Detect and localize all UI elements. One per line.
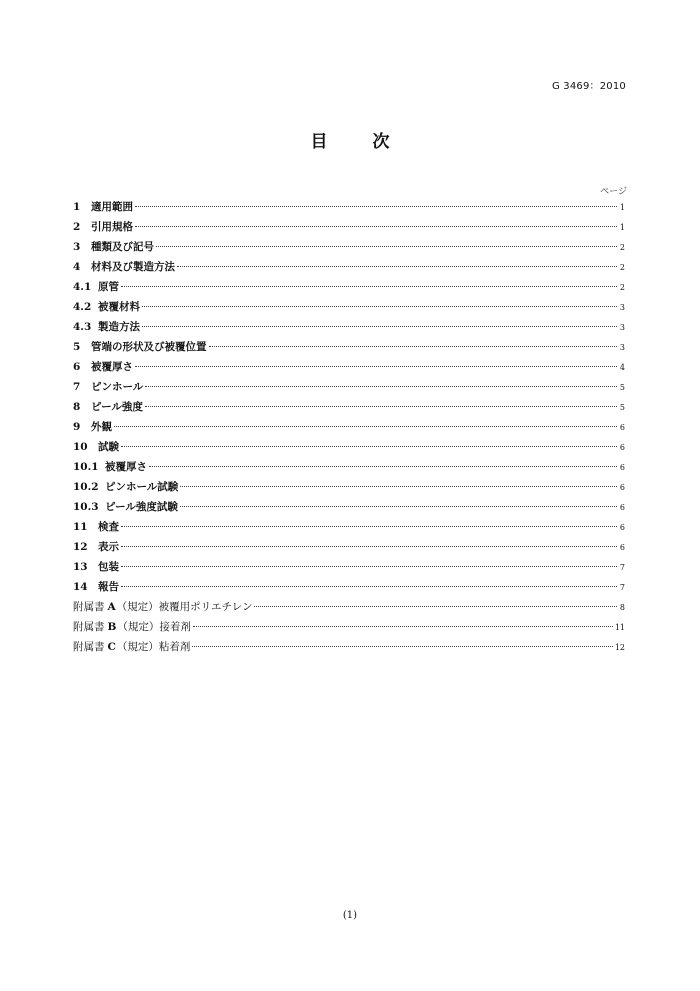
- toc-entry-title: 報告: [98, 581, 119, 593]
- toc-entry-page: 6: [619, 443, 625, 452]
- toc-leader-dots: [209, 346, 618, 347]
- toc-leader-dots: [149, 466, 617, 467]
- toc-entry-number: 8: [73, 401, 81, 413]
- toc-entry-title: 外観: [91, 421, 112, 433]
- toc-entry-page: 6: [619, 543, 625, 552]
- toc-entry[interactable]: [73, 519, 625, 539]
- toc-leader-dots: [135, 206, 617, 207]
- toc-entry-number: 7: [73, 381, 81, 393]
- toc-leader-dots: [145, 406, 617, 407]
- toc-entry-page: 5: [619, 383, 625, 392]
- toc-leader-dots: [254, 606, 617, 607]
- toc-entry-page: 2: [619, 283, 625, 292]
- toc-entry[interactable]: [73, 479, 625, 499]
- toc-leader-dots: [180, 506, 617, 507]
- annex-letter: C: [107, 641, 116, 653]
- toc-leader-dots: [142, 306, 617, 307]
- toc-leader-dots: [145, 386, 617, 387]
- toc-entry-page: 5: [619, 403, 625, 412]
- toc-entry-title: 被覆材料: [98, 301, 140, 313]
- toc-entry-title: 表示: [98, 541, 119, 553]
- toc-entry-number: 4.1: [73, 281, 92, 293]
- toc-entry[interactable]: [73, 579, 625, 599]
- toc-entry[interactable]: [73, 219, 625, 239]
- toc-entry-page: 3: [619, 323, 625, 332]
- toc-leader-dots: [193, 626, 613, 627]
- toc-entry-page: 2: [619, 243, 625, 252]
- toc-entry-title: 試験: [98, 441, 119, 453]
- toc-entry[interactable]: [73, 199, 625, 219]
- annex-prefix: 附属書: [73, 641, 105, 653]
- table-of-contents: [73, 199, 625, 659]
- toc-leader-dots: [121, 586, 617, 587]
- toc-leader-dots: [177, 266, 617, 267]
- toc-entry-title: 材料及び製造方法: [91, 261, 175, 273]
- toc-leader-dots: [180, 486, 617, 487]
- toc-entry[interactable]: [73, 459, 625, 479]
- toc-entry-page: 6: [619, 463, 625, 472]
- toc-entry-title: 包装: [98, 561, 119, 573]
- toc-entry-page: 4: [619, 363, 625, 372]
- toc-entry-title: 引用規格: [91, 221, 133, 233]
- toc-entry[interactable]: [73, 439, 625, 459]
- toc-leader-dots: [142, 326, 617, 327]
- toc-entry-number: 10: [73, 441, 88, 453]
- toc-entry-title: 適用範囲: [91, 201, 133, 213]
- annex-title: （規定）粘着剤: [116, 641, 191, 653]
- toc-entry[interactable]: [73, 339, 625, 359]
- toc-entry-number: 4: [73, 261, 81, 273]
- toc-entry-title: 製造方法: [98, 321, 140, 333]
- toc-leader-dots: [114, 426, 617, 427]
- toc-leader-dots: [135, 366, 617, 367]
- toc-entry-page: 7: [619, 583, 625, 592]
- toc-entry-number: 5: [73, 341, 81, 353]
- annex-prefix: 附属書: [73, 601, 105, 613]
- annex-prefix: 附属書: [73, 621, 105, 633]
- toc-leader-dots: [121, 446, 617, 447]
- toc-entry-title: ピンホール: [91, 381, 144, 393]
- toc-entry-page: 7: [619, 563, 625, 572]
- toc-leader-dots: [135, 226, 617, 227]
- annex-letter: B: [107, 621, 117, 633]
- toc-leader-dots: [156, 246, 617, 247]
- annex-title: （規定）被覆用ポリエチレン: [116, 601, 253, 613]
- toc-leader-dots: [121, 566, 617, 567]
- toc-entry-number: 12: [73, 541, 88, 553]
- toc-entry[interactable]: [73, 299, 625, 319]
- toc-entry-number: 9: [73, 421, 81, 433]
- toc-leader-dots: [121, 526, 617, 527]
- toc-entry-number: 4.2: [73, 301, 92, 313]
- page-column-label: ページ: [600, 187, 627, 197]
- toc-entry-number: 6: [73, 361, 81, 373]
- toc-entry-title: ピンホール試験: [105, 481, 179, 493]
- toc-leader-dots: [192, 646, 612, 647]
- toc-entry[interactable]: [73, 319, 625, 339]
- toc-entry-page: 6: [619, 423, 625, 432]
- toc-entry-title: 種類及び記号: [91, 241, 154, 253]
- toc-entry-page: 6: [619, 503, 625, 512]
- toc-entry-page: 3: [619, 303, 625, 312]
- page-number-footer: (1): [342, 910, 358, 921]
- toc-entry[interactable]: [73, 399, 625, 419]
- toc-entry-number: 10.2: [73, 481, 99, 493]
- toc-annex-entry[interactable]: [73, 599, 625, 619]
- toc-entry-page: 1: [619, 223, 625, 232]
- toc-entry-page: 6: [619, 483, 625, 492]
- toc-entry-number: 4.3: [73, 321, 92, 333]
- toc-entry[interactable]: [73, 359, 625, 379]
- toc-entry-page: 6: [619, 523, 625, 532]
- toc-entry-page: 12: [614, 643, 625, 652]
- toc-entry-number: 13: [73, 561, 88, 573]
- toc-entry-number: 3: [73, 241, 81, 253]
- toc-entry-number: 2: [73, 221, 81, 233]
- toc-entry-number: 14: [73, 581, 88, 593]
- toc-entry-page: 11: [614, 623, 625, 632]
- toc-entry-page: 2: [619, 263, 625, 272]
- toc-entry-number: 10.3: [73, 501, 99, 513]
- toc-entry-number: 1: [73, 201, 81, 213]
- toc-annex-entry[interactable]: [73, 619, 625, 639]
- toc-entry-title: ピール強度: [91, 401, 143, 413]
- annex-title: （規定）接着剤: [117, 621, 191, 633]
- toc-entry[interactable]: [73, 279, 625, 299]
- toc-entry[interactable]: [73, 539, 625, 559]
- toc-entry-page: 3: [619, 343, 625, 352]
- toc-entry-page: 8: [619, 603, 625, 612]
- toc-entry-title: 検査: [98, 521, 119, 533]
- toc-entry[interactable]: [73, 239, 625, 259]
- toc-entry-title: 管端の形状及び被覆位置: [91, 341, 207, 353]
- toc-leader-dots: [121, 286, 617, 287]
- toc-entry-number: 11: [73, 521, 88, 533]
- toc-entry-title: 原管: [98, 281, 119, 293]
- toc-annex-entry[interactable]: [73, 639, 625, 659]
- toc-entry[interactable]: [73, 559, 625, 579]
- toc-entry[interactable]: [73, 379, 625, 399]
- page-title: 目 次: [310, 132, 404, 152]
- toc-entry-title: 被覆厚さ: [105, 461, 147, 473]
- toc-entry-title: 被覆厚さ: [91, 361, 133, 373]
- toc-entry-number: 10.1: [73, 461, 99, 473]
- toc-entry[interactable]: [73, 259, 625, 279]
- toc-entry-page: 1: [619, 203, 625, 212]
- toc-entry[interactable]: [73, 499, 625, 519]
- annex-letter: A: [107, 601, 116, 613]
- toc-leader-dots: [121, 546, 617, 547]
- toc-entry[interactable]: [73, 419, 625, 439]
- toc-entry-title: ピール強度試験: [105, 501, 178, 513]
- standard-number: G 3469：2010: [551, 81, 626, 92]
